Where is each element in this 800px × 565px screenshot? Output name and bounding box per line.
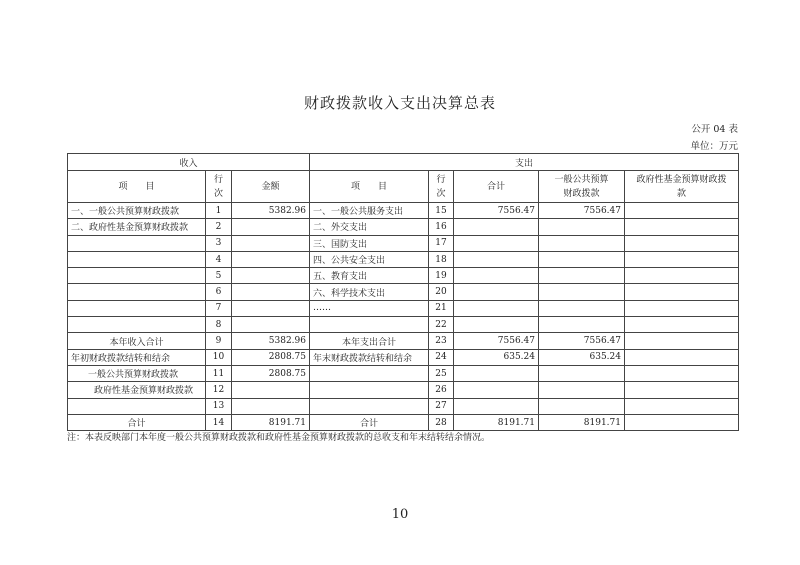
table-row: [68, 251, 739, 267]
expense-general-cell: [539, 398, 625, 414]
col-income-line: 行次: [206, 171, 232, 203]
table-row: [68, 317, 739, 333]
income-item-cell: 一、一般公共预算财政拨款: [68, 203, 206, 219]
table-row: [68, 349, 739, 365]
income-line-cell: 14: [206, 414, 232, 430]
expense-general-cell: 635.24: [539, 349, 625, 365]
income-item-cell: 合计: [68, 414, 206, 430]
table-row: [68, 219, 739, 235]
income-line-cell: 7: [206, 300, 232, 316]
col-expense-fund: 政府性基金预算财政拨款: [625, 171, 739, 203]
unit-label: 单位：万元: [690, 141, 738, 152]
expense-total-cell: [454, 300, 539, 316]
income-line-cell: 6: [206, 284, 232, 300]
income-line-cell: 2: [206, 219, 232, 235]
income-line-cell: 3: [206, 235, 232, 251]
expense-total-cell: [454, 317, 539, 333]
page-number: 10: [391, 507, 409, 522]
income-amount-cell: [232, 284, 310, 300]
expense-item-cell: 合计: [310, 414, 429, 430]
income-amount-cell: 8191.71: [232, 414, 310, 430]
expense-total-cell: [454, 235, 539, 251]
income-amount-cell: [232, 300, 310, 316]
income-amount-cell: 2808.75: [232, 349, 310, 365]
expense-fund-cell: [625, 219, 739, 235]
expense-total-cell: 7556.47: [454, 203, 539, 219]
income-amount-cell: [232, 317, 310, 333]
expense-line-cell: 27: [429, 398, 454, 414]
income-line-cell: 8: [206, 317, 232, 333]
income-item-cell: [68, 284, 206, 300]
expense-fund-cell: [625, 349, 739, 365]
expense-item-cell: 五、教育支出: [310, 268, 429, 284]
income-item-cell: [68, 251, 206, 267]
expense-total-cell: [454, 382, 539, 398]
appropriation-summary-table: [67, 153, 739, 431]
income-amount-cell: 5382.96: [232, 203, 310, 219]
expense-total-cell: 635.24: [454, 349, 539, 365]
expense-fund-cell: [625, 300, 739, 316]
table-row: [68, 333, 739, 349]
col-expense-line: 行次: [429, 171, 454, 203]
expense-fund-cell: [625, 414, 739, 430]
expense-general-cell: [539, 365, 625, 381]
table-row: [68, 203, 739, 219]
expense-fund-cell: [625, 382, 739, 398]
table-row: [68, 235, 739, 251]
income-amount-cell: [232, 382, 310, 398]
income-amount-cell: [232, 398, 310, 414]
expense-general-cell: [539, 317, 625, 333]
expense-line-cell: 18: [429, 251, 454, 267]
income-item-cell: [68, 398, 206, 414]
income-line-cell: 13: [206, 398, 232, 414]
expense-item-cell: [310, 398, 429, 414]
expense-general-cell: [539, 382, 625, 398]
expense-general-cell: 8191.71: [539, 414, 625, 430]
page-title: 财政拨款收入支出决算总表: [303, 94, 496, 112]
expense-item-cell: 一、一般公共服务支出: [310, 203, 429, 219]
expense-item-cell: 三、国防支出: [310, 235, 429, 251]
expense-line-cell: 17: [429, 235, 454, 251]
expense-item-cell: [310, 317, 429, 333]
expense-fund-cell: [625, 203, 739, 219]
expense-line-cell: 25: [429, 365, 454, 381]
col-expense-general: 一般公共预算财政拨款: [539, 171, 625, 203]
income-line-cell: 4: [206, 251, 232, 267]
expense-total-cell: [454, 398, 539, 414]
expense-fund-cell: [625, 268, 739, 284]
form-number: 公开 04 表: [691, 124, 738, 135]
income-line-cell: 1: [206, 203, 232, 219]
expense-item-cell: 二、外交支出: [310, 219, 429, 235]
income-amount-cell: [232, 251, 310, 267]
income-line-cell: 12: [206, 382, 232, 398]
col-income-item: 项 目: [68, 171, 206, 203]
expense-line-cell: 21: [429, 300, 454, 316]
expense-item-cell: [310, 365, 429, 381]
col-income-amount: 金额: [232, 171, 310, 203]
income-item-cell: 年初财政拨款结转和结余: [68, 349, 206, 365]
table-row: [68, 414, 739, 430]
expense-general-cell: 7556.47: [539, 333, 625, 349]
income-line-cell: 9: [206, 333, 232, 349]
footnote: 注：本表反映部门本年度一般公共预算财政拨款和政府性基金预算财政拨款的总收支和年末结转结余情况。: [67, 433, 491, 443]
expense-item-cell: ……: [310, 300, 429, 316]
expense-total-cell: [454, 365, 539, 381]
income-item-cell: 本年收入合计: [68, 333, 206, 349]
expense-line-cell: 22: [429, 317, 454, 333]
expense-line-cell: 23: [429, 333, 454, 349]
expense-item-cell: 本年支出合计: [310, 333, 429, 349]
expense-total-cell: 7556.47: [454, 333, 539, 349]
expense-line-cell: 26: [429, 382, 454, 398]
income-line-cell: 10: [206, 349, 232, 365]
expense-general-cell: 7556.47: [539, 203, 625, 219]
expense-total-cell: 8191.71: [454, 414, 539, 430]
expense-total-cell: [454, 219, 539, 235]
expense-line-cell: 19: [429, 268, 454, 284]
expense-line-cell: 16: [429, 219, 454, 235]
table-row: [68, 268, 739, 284]
expense-general-cell: [539, 251, 625, 267]
expense-item-cell: 六、科学技术支出: [310, 284, 429, 300]
expense-fund-cell: [625, 235, 739, 251]
expense-line-cell: 15: [429, 203, 454, 219]
expense-fund-cell: [625, 251, 739, 267]
expense-item-cell: 四、公共安全支出: [310, 251, 429, 267]
income-amount-cell: 5382.96: [232, 333, 310, 349]
table-row: [68, 382, 739, 398]
expense-general-cell: [539, 268, 625, 284]
expense-fund-cell: [625, 398, 739, 414]
income-line-cell: 11: [206, 365, 232, 381]
expense-total-cell: [454, 251, 539, 267]
income-item-cell: [68, 235, 206, 251]
table-row: [68, 300, 739, 316]
col-expense-total: 合计: [454, 171, 539, 203]
expense-line-cell: 20: [429, 284, 454, 300]
income-item-cell: [68, 317, 206, 333]
expense-general-cell: [539, 300, 625, 316]
income-amount-cell: [232, 235, 310, 251]
col-expense-item: 项 目: [310, 171, 429, 203]
expense-fund-cell: [625, 333, 739, 349]
income-section-header: 收入: [68, 154, 310, 171]
expense-general-cell: [539, 219, 625, 235]
income-amount-cell: [232, 268, 310, 284]
income-item-cell: 政府性基金预算财政拨款: [68, 382, 206, 398]
expense-item-cell: 年末财政拨款结转和结余: [310, 349, 429, 365]
expense-item-cell: [310, 382, 429, 398]
expense-total-cell: [454, 284, 539, 300]
income-item-cell: 一般公共预算财政拨款: [68, 365, 206, 381]
expense-fund-cell: [625, 284, 739, 300]
income-item-cell: 二、政府性基金预算财政拨款: [68, 219, 206, 235]
expense-line-cell: 24: [429, 349, 454, 365]
expense-general-cell: [539, 235, 625, 251]
income-item-cell: [68, 300, 206, 316]
expense-general-cell: [539, 284, 625, 300]
expense-fund-cell: [625, 365, 739, 381]
income-amount-cell: [232, 219, 310, 235]
income-amount-cell: 2808.75: [232, 365, 310, 381]
expense-total-cell: [454, 268, 539, 284]
income-item-cell: [68, 268, 206, 284]
expense-fund-cell: [625, 317, 739, 333]
table-row: [68, 284, 739, 300]
expense-line-cell: 28: [429, 414, 454, 430]
table-row: [68, 365, 739, 381]
table-row: [68, 398, 739, 414]
expense-section-header: 支出: [310, 154, 739, 171]
income-line-cell: 5: [206, 268, 232, 284]
